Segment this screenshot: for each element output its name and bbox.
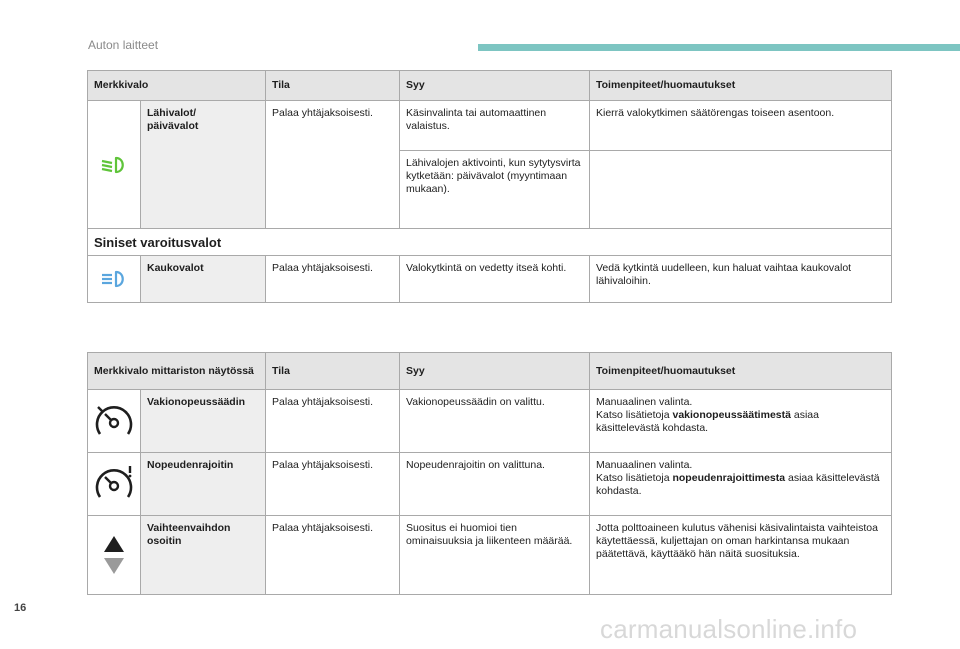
table-row	[88, 390, 892, 453]
indicator-name: Vaihteenvaihdon osoitin	[141, 516, 266, 595]
warning-lamps-table	[87, 70, 892, 303]
table-header-row	[88, 353, 892, 390]
icon-cell	[88, 390, 141, 453]
column-header: Toimenpiteet/huomautukset	[590, 71, 892, 101]
lamp-state: Palaa yhtäjaksoisesti.	[266, 101, 400, 229]
lamp-cause: Lähivalojen aktivointi, kun sytytysvirta kytketään: päivävalot (myyntimaan mukaan).	[400, 151, 590, 229]
column-header: Syy	[400, 71, 590, 101]
table-row	[88, 516, 892, 595]
table-row	[88, 101, 892, 151]
indicator-name: Nopeudenrajoitin	[141, 453, 266, 516]
watermark: carmanualsonline.info	[600, 614, 858, 644]
icon-cell	[88, 256, 141, 303]
column-header: Toimenpiteet/huomautukset	[590, 353, 892, 390]
indicator-cause: Suositus ei huomioi tien ominaisuuksia ja liikenteen määrää.	[400, 516, 590, 595]
table-row	[88, 453, 892, 516]
column-header: Tila	[266, 353, 400, 390]
lamp-state: Palaa yhtäjaksoisesti.	[266, 256, 400, 303]
indicator-action: Manuaalinen valinta. Katso lisätietoja nopeudenrajoittimesta asiaa käsittelevästä kohdasta.	[590, 453, 892, 516]
indicator-state: Palaa yhtäjaksoisesti.	[266, 453, 400, 516]
indicator-action: Jotta polttoaineen kulutus vähenisi käsivalintaista vaihteistoa käytettäessä, kuljettajan on oman harkintansa mukaan päätettävä, käyttääkö hän näitä suosituksia.	[590, 516, 892, 595]
low-beam-icon	[88, 155, 140, 175]
indicator-action: Manuaalinen valinta. Katso lisätietoja vakionopeussäätimestä asiaa käsittelevästä kohdasta.	[590, 390, 892, 453]
lamp-name: Kaukovalot	[141, 256, 266, 303]
gear-shift-indicator-icon	[88, 534, 140, 576]
table-row	[88, 256, 892, 303]
dashboard-indicators-table	[87, 352, 892, 595]
lamp-name: Lähivalot/ päivävalot	[141, 101, 266, 229]
section-heading: Siniset varoitusvalot	[88, 229, 892, 256]
column-header: Merkkivalo	[88, 71, 266, 101]
lamp-cause: Valokytkintä on vedetty itseä kohti.	[400, 256, 590, 303]
indicator-state: Palaa yhtäjaksoisesti.	[266, 390, 400, 453]
section-row	[88, 229, 892, 256]
icon-cell	[88, 453, 141, 516]
lamp-action: Kierrä valokytkimen säätörengas toiseen asentoon.	[590, 101, 892, 151]
column-header: Tila	[266, 71, 400, 101]
column-header: Syy	[400, 353, 590, 390]
indicator-cause: Nopeudenrajoitin on valittuna.	[400, 453, 590, 516]
lamp-action: Vedä kytkintä uudelleen, kun haluat vaihtaa kaukovalot lähivaloihin.	[590, 256, 892, 303]
indicator-cause: Vakionopeussäädin on valittu.	[400, 390, 590, 453]
indicator-state: Palaa yhtäjaksoisesti.	[266, 516, 400, 595]
icon-cell	[88, 101, 141, 229]
indicator-name: Vakionopeussäädin	[141, 390, 266, 453]
section-title: Auton laitteet	[88, 38, 159, 52]
icon-cell	[88, 516, 141, 595]
column-header: Merkkivalo mittariston näytössä	[88, 353, 266, 390]
high-beam-icon	[88, 269, 140, 289]
header-accent-bar	[478, 44, 960, 51]
speed-limiter-icon	[88, 464, 140, 504]
cruise-control-icon	[88, 401, 140, 441]
page-number: 16	[14, 602, 27, 614]
lamp-cause: Käsinvalinta tai automaattinen valaistus.	[400, 101, 590, 151]
empty-cell	[590, 151, 892, 229]
table-header-row	[88, 71, 892, 101]
